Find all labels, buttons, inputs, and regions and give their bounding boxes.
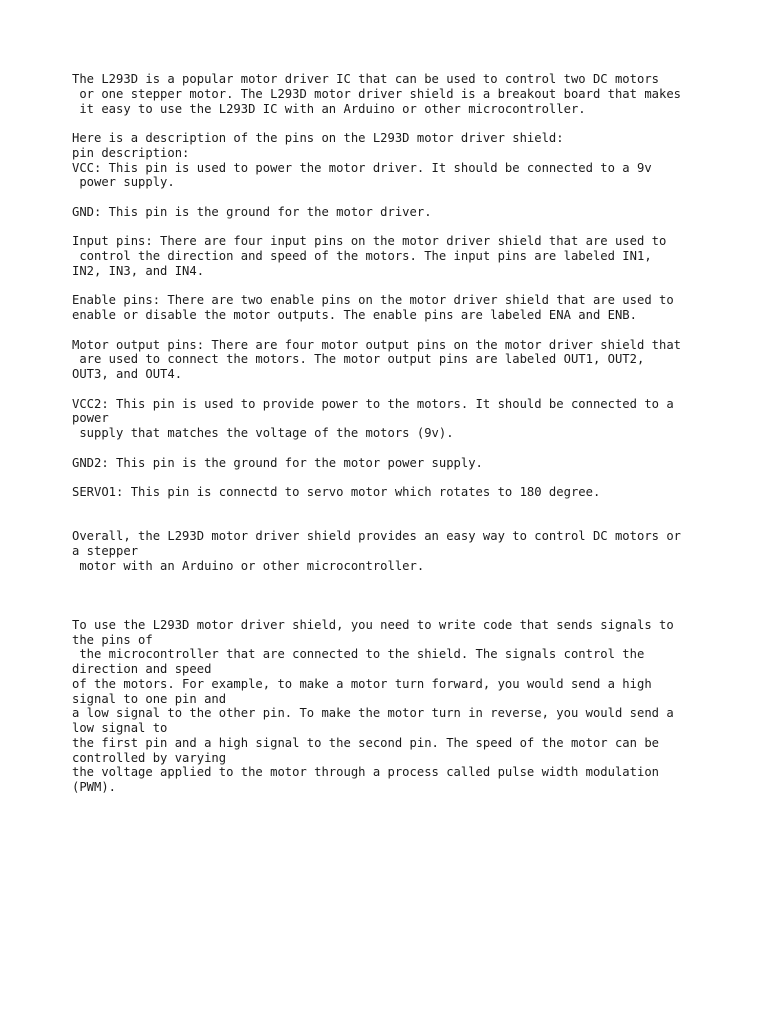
text-line bbox=[72, 470, 712, 485]
text-line: Motor output pins: There are four motor output pins on the motor driver shield that bbox=[72, 337, 682, 352]
text-line bbox=[72, 515, 712, 530]
text-line: a stepper bbox=[72, 544, 139, 558]
text-line bbox=[72, 500, 712, 515]
text-line: low signal to bbox=[72, 721, 168, 735]
text-line bbox=[72, 220, 712, 235]
text-line: enable or disable the motor outputs. The enable pins are labeled ENA and ENB. bbox=[72, 308, 637, 322]
text-line: a low signal to the other pin. To make the motor turn in reverse, you would send a bbox=[72, 706, 674, 721]
text-line: controlled by varying bbox=[72, 750, 227, 765]
text-line: it easy to use the L293D IC with an Arduino or other microcontroller. bbox=[72, 101, 586, 116]
text-line: pin description: bbox=[72, 145, 190, 160]
document-body bbox=[72, 72, 712, 795]
text-line: power bbox=[72, 411, 109, 426]
text-line: direction and speed bbox=[72, 662, 212, 676]
text-line: signal to one pin and bbox=[72, 691, 227, 706]
text-line: the pins of bbox=[72, 632, 153, 647]
text-line: Enable pins: There are two enable pins on the motor driver shield that are used to bbox=[72, 293, 674, 308]
text-line: VCC: This pin is used to power the motor driver. It should be connected to a 9v bbox=[72, 160, 652, 175]
text-line: GND2: This pin is the ground for the motor power supply. bbox=[72, 455, 483, 470]
text-line: or one stepper motor. The L293D motor driver shield is a breakout board that makes bbox=[72, 86, 682, 101]
text-line: the microcontroller that are connected to the shield. The signals control the bbox=[72, 647, 645, 662]
text-line: The L293D is a popular motor driver IC that can be used to control two DC motors bbox=[72, 72, 659, 86]
text-line: To use the L293D motor driver shield, you need to write code that sends signals to bbox=[72, 617, 674, 632]
text-line: of the motors. For example, to make a motor turn forward, you would send a high bbox=[72, 676, 652, 691]
text-line: power supply. bbox=[72, 175, 175, 190]
text-line: supply that matches the voltage of the motors (9v). bbox=[72, 426, 454, 440]
text-line: GND: This pin is the ground for the motor driver. bbox=[72, 204, 432, 219]
text-line: SERVO1: This pin is connectd to servo motor which rotates to 180 degree. bbox=[72, 485, 601, 499]
text-line: the voltage applied to the motor through a process called pulse width modulation bbox=[72, 765, 659, 780]
text-line: (PWM). bbox=[72, 780, 117, 794]
text-line bbox=[72, 382, 712, 397]
text-line: VCC2: This pin is used to provide power to the motors. It should be connected to a bbox=[72, 396, 674, 411]
text-line: Here is a description of the pins on the L293D motor driver shield: bbox=[72, 131, 564, 145]
text-line bbox=[72, 588, 712, 603]
text-line bbox=[72, 323, 712, 338]
text-line bbox=[72, 190, 712, 205]
text-line: Input pins: There are four input pins on the motor driver shield that are used to bbox=[72, 234, 667, 249]
text-line: Overall, the L293D motor driver shield provides an easy way to control DC motors or bbox=[72, 529, 682, 544]
text-line bbox=[72, 574, 712, 589]
text-line bbox=[72, 116, 712, 131]
text-line bbox=[72, 603, 712, 618]
text-line bbox=[72, 441, 712, 456]
text-line bbox=[72, 279, 712, 294]
text-line: the first pin and a high signal to the second pin. The speed of the motor can be bbox=[72, 735, 659, 750]
text-line: OUT3, and OUT4. bbox=[72, 367, 183, 381]
text-line: motor with an Arduino or other microcontroller. bbox=[72, 558, 425, 573]
text-line: control the direction and speed of the motors. The input pins are labeled IN1, bbox=[72, 249, 652, 263]
text-line: are used to connect the motors. The motor output pins are labeled OUT1, OUT2, bbox=[72, 352, 645, 367]
text-line: IN2, IN3, and IN4. bbox=[72, 263, 205, 278]
